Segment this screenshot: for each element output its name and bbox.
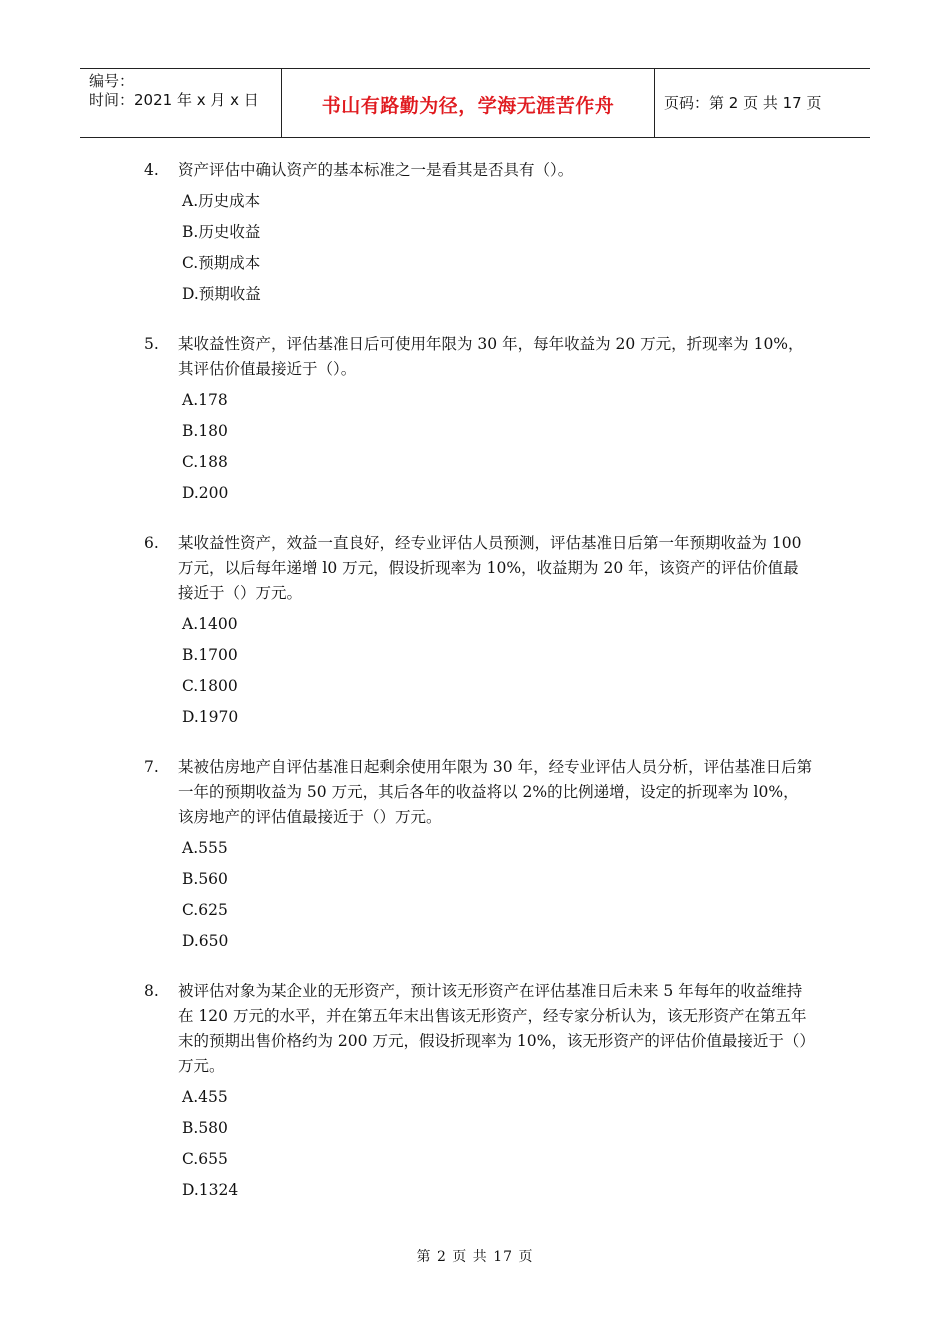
- option-list: [144, 385, 814, 509]
- option-list: [144, 833, 814, 957]
- document-number-label: 编号：: [89, 72, 135, 90]
- option-c: C.预期成本: [182, 254, 261, 272]
- option-a: A.455: [182, 1088, 228, 1106]
- option-list: [144, 609, 814, 733]
- question-stem: 某收益性资产，评估基准日后可使用年限为 30 年，每年收益为 20 万元，折现率为 10%，其评估价值最接近于（）。: [178, 335, 804, 378]
- option-d: D.预期收益: [182, 285, 261, 303]
- option-b: B.560: [182, 870, 228, 888]
- question-7: [144, 755, 814, 957]
- option-a: A.历史成本: [182, 192, 261, 210]
- question-6: [144, 531, 814, 733]
- question-5: [144, 332, 814, 509]
- question-number: 7.: [144, 758, 159, 776]
- option-d: D.1970: [182, 708, 239, 726]
- question-number: 4.: [144, 161, 159, 179]
- question-number: 8.: [144, 982, 159, 1000]
- page-header-table: [80, 68, 870, 138]
- document-time-label: 时间：2021 年 x 月 x 日: [89, 91, 259, 109]
- option-a: A.178: [182, 391, 228, 409]
- option-b: B.历史收益: [182, 223, 261, 241]
- option-c: C.1800: [182, 677, 238, 695]
- question-stem: 资产评估中确认资产的基本标准之一是看其是否具有（）。: [178, 161, 574, 179]
- option-d: D.650: [182, 932, 229, 950]
- question-stem: 某被估房地产自评估基准日起剩余使用年限为 30 年，经专业评估人员分析，评估基准日后第一年的预期收益为 50 万元，其后各年的收益将以 2%的比例递增，设定的折现率为 l0%，该房地产的评估值最接近于（）万元。: [178, 758, 813, 826]
- header-motto-cell: [282, 69, 655, 137]
- page-footer: 第 2 页 共 17 页: [416, 1249, 534, 1265]
- option-d: D.1324: [182, 1181, 239, 1199]
- question-8: [144, 979, 814, 1206]
- header-info-cell: [80, 69, 282, 137]
- header-page-info: 页码：第 2 页 共 17 页: [664, 94, 822, 112]
- header-page-cell: [655, 69, 870, 137]
- question-number: 6.: [144, 534, 159, 552]
- option-list: [144, 1082, 814, 1206]
- option-c: C.625: [182, 901, 228, 919]
- question-4: [144, 158, 814, 310]
- option-list: [144, 186, 814, 310]
- question-number: 5.: [144, 335, 159, 353]
- option-c: C.188: [182, 453, 228, 471]
- option-a: A.1400: [182, 615, 238, 633]
- option-b: B.580: [182, 1119, 228, 1137]
- header-motto: 书山有路勤为径，学海无涯苦作舟: [321, 95, 615, 117]
- option-b: B.1700: [182, 646, 238, 664]
- question-stem: 某收益性资产，效益一直良好，经专业评估人员预测，评估基准日后第一年预期收益为 100 万元，以后每年递增 l0 万元，假设折现率为 10%，收益期为 20 年，该资产的评估价值最接近于（）万元。: [178, 534, 802, 602]
- question-stem: 被评估对象为某企业的无形资产，预计该无形资产在评估基准日后未来 5 年每年的收益维持在 120 万元的水平，并在第五年末出售该无形资产，经专家分析认为，该无形资产在第五年末的预期出售价格约为 200 万元，假设折现率为 10%，该无形资产的评估价值最接近于（）万元。: [178, 982, 808, 1075]
- option-b: B.180: [182, 422, 228, 440]
- option-c: C.655: [182, 1150, 228, 1168]
- option-a: A.555: [182, 839, 228, 857]
- option-d: D.200: [182, 484, 229, 502]
